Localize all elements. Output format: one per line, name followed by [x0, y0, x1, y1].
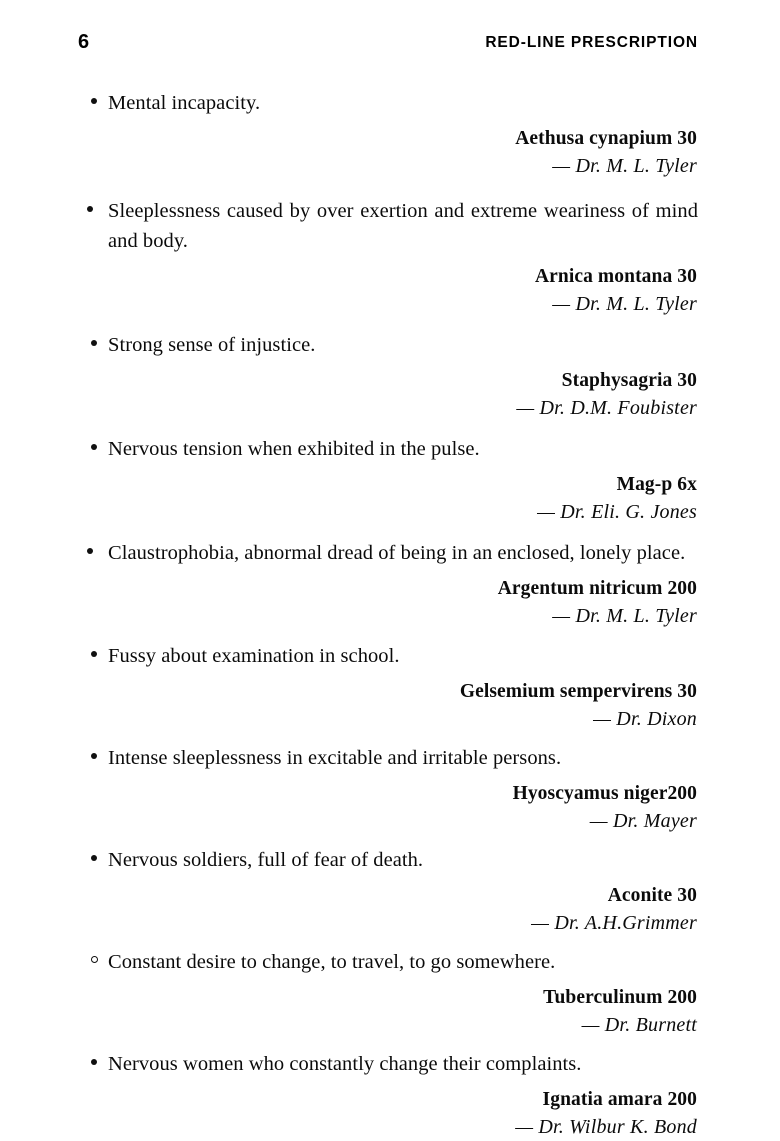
remedy-name: Mag-p 6x	[616, 474, 697, 495]
symptom-text-wrapper	[78, 538, 698, 568]
remedy-name: Argentum nitricum 200	[497, 578, 697, 599]
running-head-title: RED-LINE PRESCRIPTION	[485, 34, 698, 51]
symptom-text-wrapper	[78, 641, 698, 671]
filled-bullet-icon	[87, 88, 101, 118]
symptom-text: Mental incapacity.	[108, 92, 261, 114]
symptom-text: Fussy about examination in school.	[108, 645, 400, 667]
filled-bullet-icon	[87, 743, 101, 773]
symptom-text-wrapper	[78, 330, 698, 360]
filled-bullet-icon	[87, 330, 101, 360]
attribution: — Dr. M. L. Tyler	[552, 155, 697, 177]
remedy-block	[78, 678, 698, 733]
attribution: — Dr. A.H.Grimmer	[531, 912, 697, 934]
attribution: — Dr. M. L. Tyler	[552, 605, 697, 627]
filled-bullet-icon	[87, 1049, 101, 1079]
symptom-text-wrapper	[78, 947, 698, 977]
remedy-block	[78, 367, 698, 422]
list-item	[78, 1049, 698, 1141]
symptom-text-wrapper	[78, 196, 698, 256]
remedy-block	[78, 984, 698, 1039]
symptom-text-wrapper	[78, 743, 698, 773]
attribution: — Dr. D.M. Foubister	[516, 397, 697, 419]
symptom-text: Sleeplessness caused by over exertion and extreme weariness of mind and body.	[108, 200, 698, 252]
symptom-text: Claustrophobia, abnormal dread of being in an enclosed, lonely place.	[108, 542, 686, 564]
symptom-text: Strong sense of injustice.	[108, 334, 316, 356]
symptom-list	[78, 88, 698, 1141]
remedy-block	[78, 1086, 698, 1141]
filled-bullet-icon	[87, 196, 101, 226]
list-item	[78, 434, 698, 526]
remedy-name: Ignatia amara 200	[542, 1089, 697, 1110]
attribution: — Dr. Wilbur K. Bond	[515, 1116, 697, 1138]
symptom-text: Nervous tension when exhibited in the pulse.	[108, 438, 480, 460]
hollow-bullet-icon	[87, 947, 101, 977]
remedy-name: Staphysagria 30	[561, 370, 697, 391]
attribution: — Dr. Eli. G. Jones	[537, 501, 697, 523]
symptom-text: Nervous women who constantly change their complaints.	[108, 1053, 582, 1075]
symptom-text: Constant desire to change, to travel, to go somewhere.	[108, 951, 556, 973]
attribution: — Dr. M. L. Tyler	[552, 293, 697, 315]
symptom-text-wrapper	[78, 1049, 698, 1079]
list-item	[78, 88, 698, 180]
remedy-name: Aconite 30	[607, 885, 697, 906]
list-item	[78, 947, 698, 1039]
remedy-name: Aethusa cynapium 30	[515, 128, 697, 149]
remedy-block	[78, 575, 698, 630]
remedy-name: Hyoscyamus niger200	[512, 783, 697, 804]
remedy-name: Tuberculinum 200	[543, 987, 697, 1008]
page-number: 6	[78, 31, 90, 53]
symptom-text-wrapper	[78, 88, 698, 118]
filled-bullet-icon	[87, 538, 101, 568]
symptom-text: Nervous soldiers, full of fear of death.	[108, 849, 424, 871]
filled-bullet-icon	[87, 845, 101, 875]
remedy-block	[78, 882, 698, 937]
list-item	[78, 330, 698, 422]
remedy-block	[78, 471, 698, 526]
filled-bullet-icon	[87, 641, 101, 671]
symptom-text: Intense sleeplessness in excitable and irritable persons.	[108, 747, 562, 769]
list-item	[78, 538, 698, 630]
attribution: — Dr. Mayer	[589, 810, 697, 832]
running-head	[78, 30, 698, 56]
list-item	[78, 743, 698, 835]
attribution: — Dr. Burnett	[581, 1014, 697, 1036]
remedy-name: Gelsemium sempervirens 30	[459, 681, 697, 702]
remedy-block	[78, 780, 698, 835]
filled-bullet-icon	[87, 434, 101, 464]
list-item	[78, 845, 698, 937]
remedy-block	[78, 263, 698, 318]
list-item	[78, 641, 698, 733]
remedy-name: Arnica montana 30	[534, 266, 697, 287]
attribution: — Dr. Dixon	[593, 708, 697, 730]
remedy-block	[78, 125, 698, 180]
symptom-text-wrapper	[78, 845, 698, 875]
list-item	[78, 196, 698, 318]
symptom-text-wrapper	[78, 434, 698, 464]
